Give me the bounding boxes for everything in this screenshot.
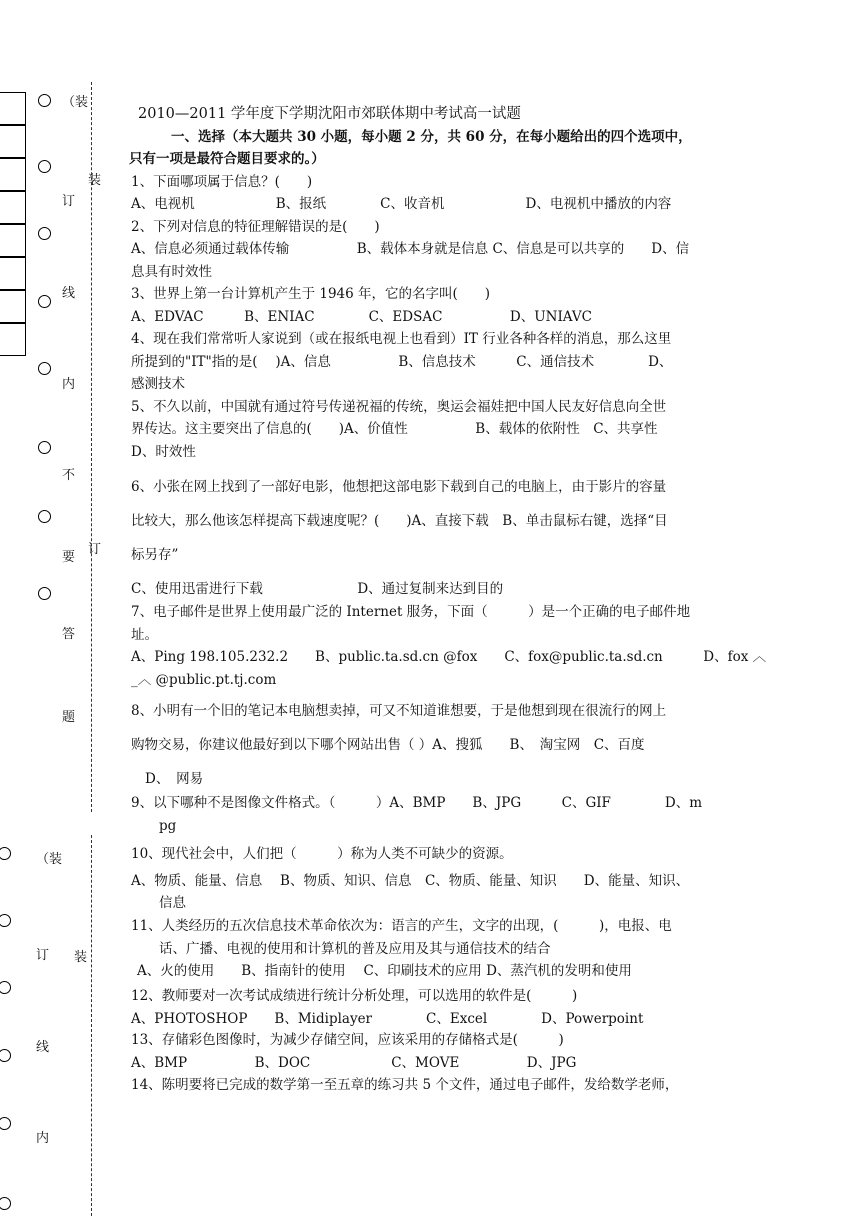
question-line: 界传达。这主要突出了信息的( )A、价值性 B、载体的依附性 C、共享性 bbox=[131, 421, 658, 437]
section-heading: 一、选择（本大题共 30 小题，每小题 2 分，共 60 分，在每小题给出的四个选项中， bbox=[171, 128, 692, 145]
question-line: 5、不久以前，中国就有通过符号传递祝福的传统，奥运会福娃把中国人民友好信息向全世 bbox=[131, 398, 667, 415]
margin-char: 装 bbox=[74, 950, 88, 965]
exam-title: 2010—2011 学年度下学期沈阳市郊联体期中考试高一试题 bbox=[138, 106, 521, 122]
cut-line bbox=[91, 835, 92, 1216]
question-line: 话、广播、电视的使用和计算机的普及应用及其与通信技术的结合 bbox=[159, 940, 551, 957]
question-line: 所提到的"IT"指的是( )A、信息 B、信息技术 C、通信技术 D、 bbox=[131, 353, 673, 370]
margin-char: （装 bbox=[36, 852, 63, 867]
margin-char: 题 bbox=[62, 710, 76, 725]
question-line: A、BMP B、DOC C、MOVE D、JPG bbox=[131, 1054, 577, 1071]
binding-box bbox=[0, 191, 26, 224]
margin-char: 线 bbox=[62, 286, 76, 301]
binding-box bbox=[0, 257, 26, 290]
binding-box bbox=[0, 224, 26, 257]
question-12 bbox=[131, 985, 731, 1030]
question-line: 13、存储彩色图像时，为减少存储空间，应该采用的存储格式是( ) bbox=[131, 1032, 564, 1048]
question-10 bbox=[131, 843, 731, 915]
question-line: pg bbox=[159, 817, 177, 834]
binding-box bbox=[0, 290, 26, 323]
margin-char: 要 bbox=[62, 550, 76, 565]
question-line: 标另存” bbox=[131, 547, 179, 563]
question-14 bbox=[131, 1074, 731, 1097]
question-line: C、使用迅雷进行下载 D、通过复制来达到目的 bbox=[131, 581, 504, 597]
binding-hole-circle bbox=[0, 914, 11, 927]
question-line: 4、现在我们常常听人家说到（或在报纸电视上也看到）IT 行业各种各样的消息，那么这里 bbox=[131, 331, 672, 347]
question-line: A、火的使用 B、指南针的使用 C、印刷技术的应用 D、蒸汽机的发明和使用 bbox=[137, 963, 632, 979]
binding-hole-circle bbox=[0, 981, 11, 994]
binding-hole-circle bbox=[0, 847, 11, 860]
exam-content bbox=[131, 103, 731, 463]
question-line: 3、世界上第一台计算机产生于 1946 年，它的名字叫( ) bbox=[131, 286, 491, 302]
binding-hole-circle bbox=[38, 510, 51, 523]
question-line: _︿ @public.pt.tj.com bbox=[131, 671, 277, 688]
question-line: 感测技术 bbox=[131, 376, 185, 392]
question-line: A、物质、能量、信息 B、物质、知识、信息 C、物质、能量、知识 D、能量、知识、 bbox=[131, 872, 690, 889]
margin-char: 装 bbox=[88, 173, 102, 188]
margin-char: （装 bbox=[62, 95, 89, 110]
question-7 bbox=[131, 601, 767, 691]
question-11 bbox=[131, 915, 731, 983]
binding-box bbox=[0, 323, 26, 356]
binding-box bbox=[0, 125, 26, 158]
binding-hole-circle bbox=[0, 1049, 11, 1062]
question-line: A、Ping 198.105.232.2 B、public.ta.sd.cn @fox C、fox@public.ta.sd.cn D、fox ︿ bbox=[131, 649, 767, 665]
binding-box bbox=[0, 158, 26, 191]
margin-char: 内 bbox=[62, 377, 76, 392]
binding-hole-circle bbox=[38, 94, 51, 107]
question-8 bbox=[131, 694, 731, 796]
section-heading: 只有一项是最符合题目要求的。） bbox=[129, 151, 325, 167]
question-line: 信息 bbox=[159, 895, 186, 911]
binding-hole-circle bbox=[38, 295, 51, 308]
margin-char: 订 bbox=[36, 948, 50, 963]
question-line: A、EDVAC B、ENIAC C、EDSAC D、UNIAVC bbox=[131, 308, 592, 325]
question-line: A、PHOTOSHOP B、Midiplayer C、Excel D、Powerpoint bbox=[131, 1010, 644, 1027]
binding-hole-circle bbox=[38, 362, 51, 375]
question-13 bbox=[131, 1029, 731, 1074]
question-line: 2、下列对信息的特征理解错误的是( ) bbox=[131, 218, 380, 235]
question-line: 14、陈明要将已完成的数学第一至五章的练习共 5 个文件，通过电子邮件，发给数学老师， bbox=[131, 1077, 679, 1093]
question-line: 6、小张在网上找到了一部好电影，他想把这部电影下载到自己的电脑上，由于影片的容量 bbox=[131, 479, 667, 495]
question-line: 11、人类经历的五次信息技术革命依次为：语言的产生，文字的出现，( )，电报、电 bbox=[131, 918, 672, 934]
question-line: A、电视机 B、报纸 C、收音机 D、电视机中播放的内容 bbox=[131, 196, 672, 212]
question-line: A、信息必须通过载体传输 B、载体本身就是信息 C、信息是可以共享的 D、信 bbox=[131, 241, 690, 257]
question-line: 息具有时效性 bbox=[131, 263, 212, 280]
question-6 bbox=[131, 470, 731, 606]
question-line: 购物交易，你建议他最好到以下哪个网站出售（ ）A、搜狐 B、 淘宝网 C、百度 bbox=[131, 737, 645, 753]
question-line: 8、小明有一个旧的笔记本电脑想卖掉，可又不知道谁想要，于是他想到现在很流行的网上 bbox=[131, 703, 667, 719]
question-line: 比较大，那么他该怎样提高下载速度呢？( )A、直接下载 B、单击鼠标右键，选择“目 bbox=[131, 513, 668, 529]
question-line: D、时效性 bbox=[131, 443, 196, 460]
binding-hole-circle bbox=[38, 227, 51, 240]
binding-hole-circle bbox=[38, 441, 51, 454]
binding-hole-circle bbox=[0, 1117, 11, 1130]
binding-hole-circle bbox=[38, 587, 51, 600]
question-line: 10、现代社会中，人们把（ ）称为人类不可缺少的资源。 bbox=[131, 846, 513, 862]
question-line: 7、电子邮件是世界上使用最广泛的 Internet 服务，下面（ ）是一个正确的电子邮件地 bbox=[131, 604, 691, 620]
question-9 bbox=[131, 792, 731, 837]
margin-char: 不 bbox=[62, 468, 76, 483]
question-line: 1、下面哪项属于信息？( ) bbox=[131, 173, 313, 190]
margin-char: 内 bbox=[36, 1131, 50, 1146]
question-line: 址。 bbox=[131, 626, 158, 643]
binding-hole-circle bbox=[38, 160, 51, 173]
question-line: 9、以下哪种不是图像文件格式。（ ）A、BMP B、JPG C、GIF D、m bbox=[131, 795, 703, 811]
binding-hole-circle bbox=[0, 1197, 11, 1210]
question-line: 12、教师要对一次考试成绩进行统计分析处理，可以选用的软件是( ) bbox=[131, 988, 578, 1004]
margin-char: 线 bbox=[36, 1040, 50, 1055]
margin-char: 订 bbox=[88, 542, 102, 557]
question-line: D、 网易 bbox=[145, 771, 204, 787]
margin-char: 答 bbox=[62, 627, 76, 642]
margin-char: 订 bbox=[62, 194, 76, 209]
binding-box bbox=[0, 92, 26, 125]
cut-line bbox=[91, 82, 92, 812]
